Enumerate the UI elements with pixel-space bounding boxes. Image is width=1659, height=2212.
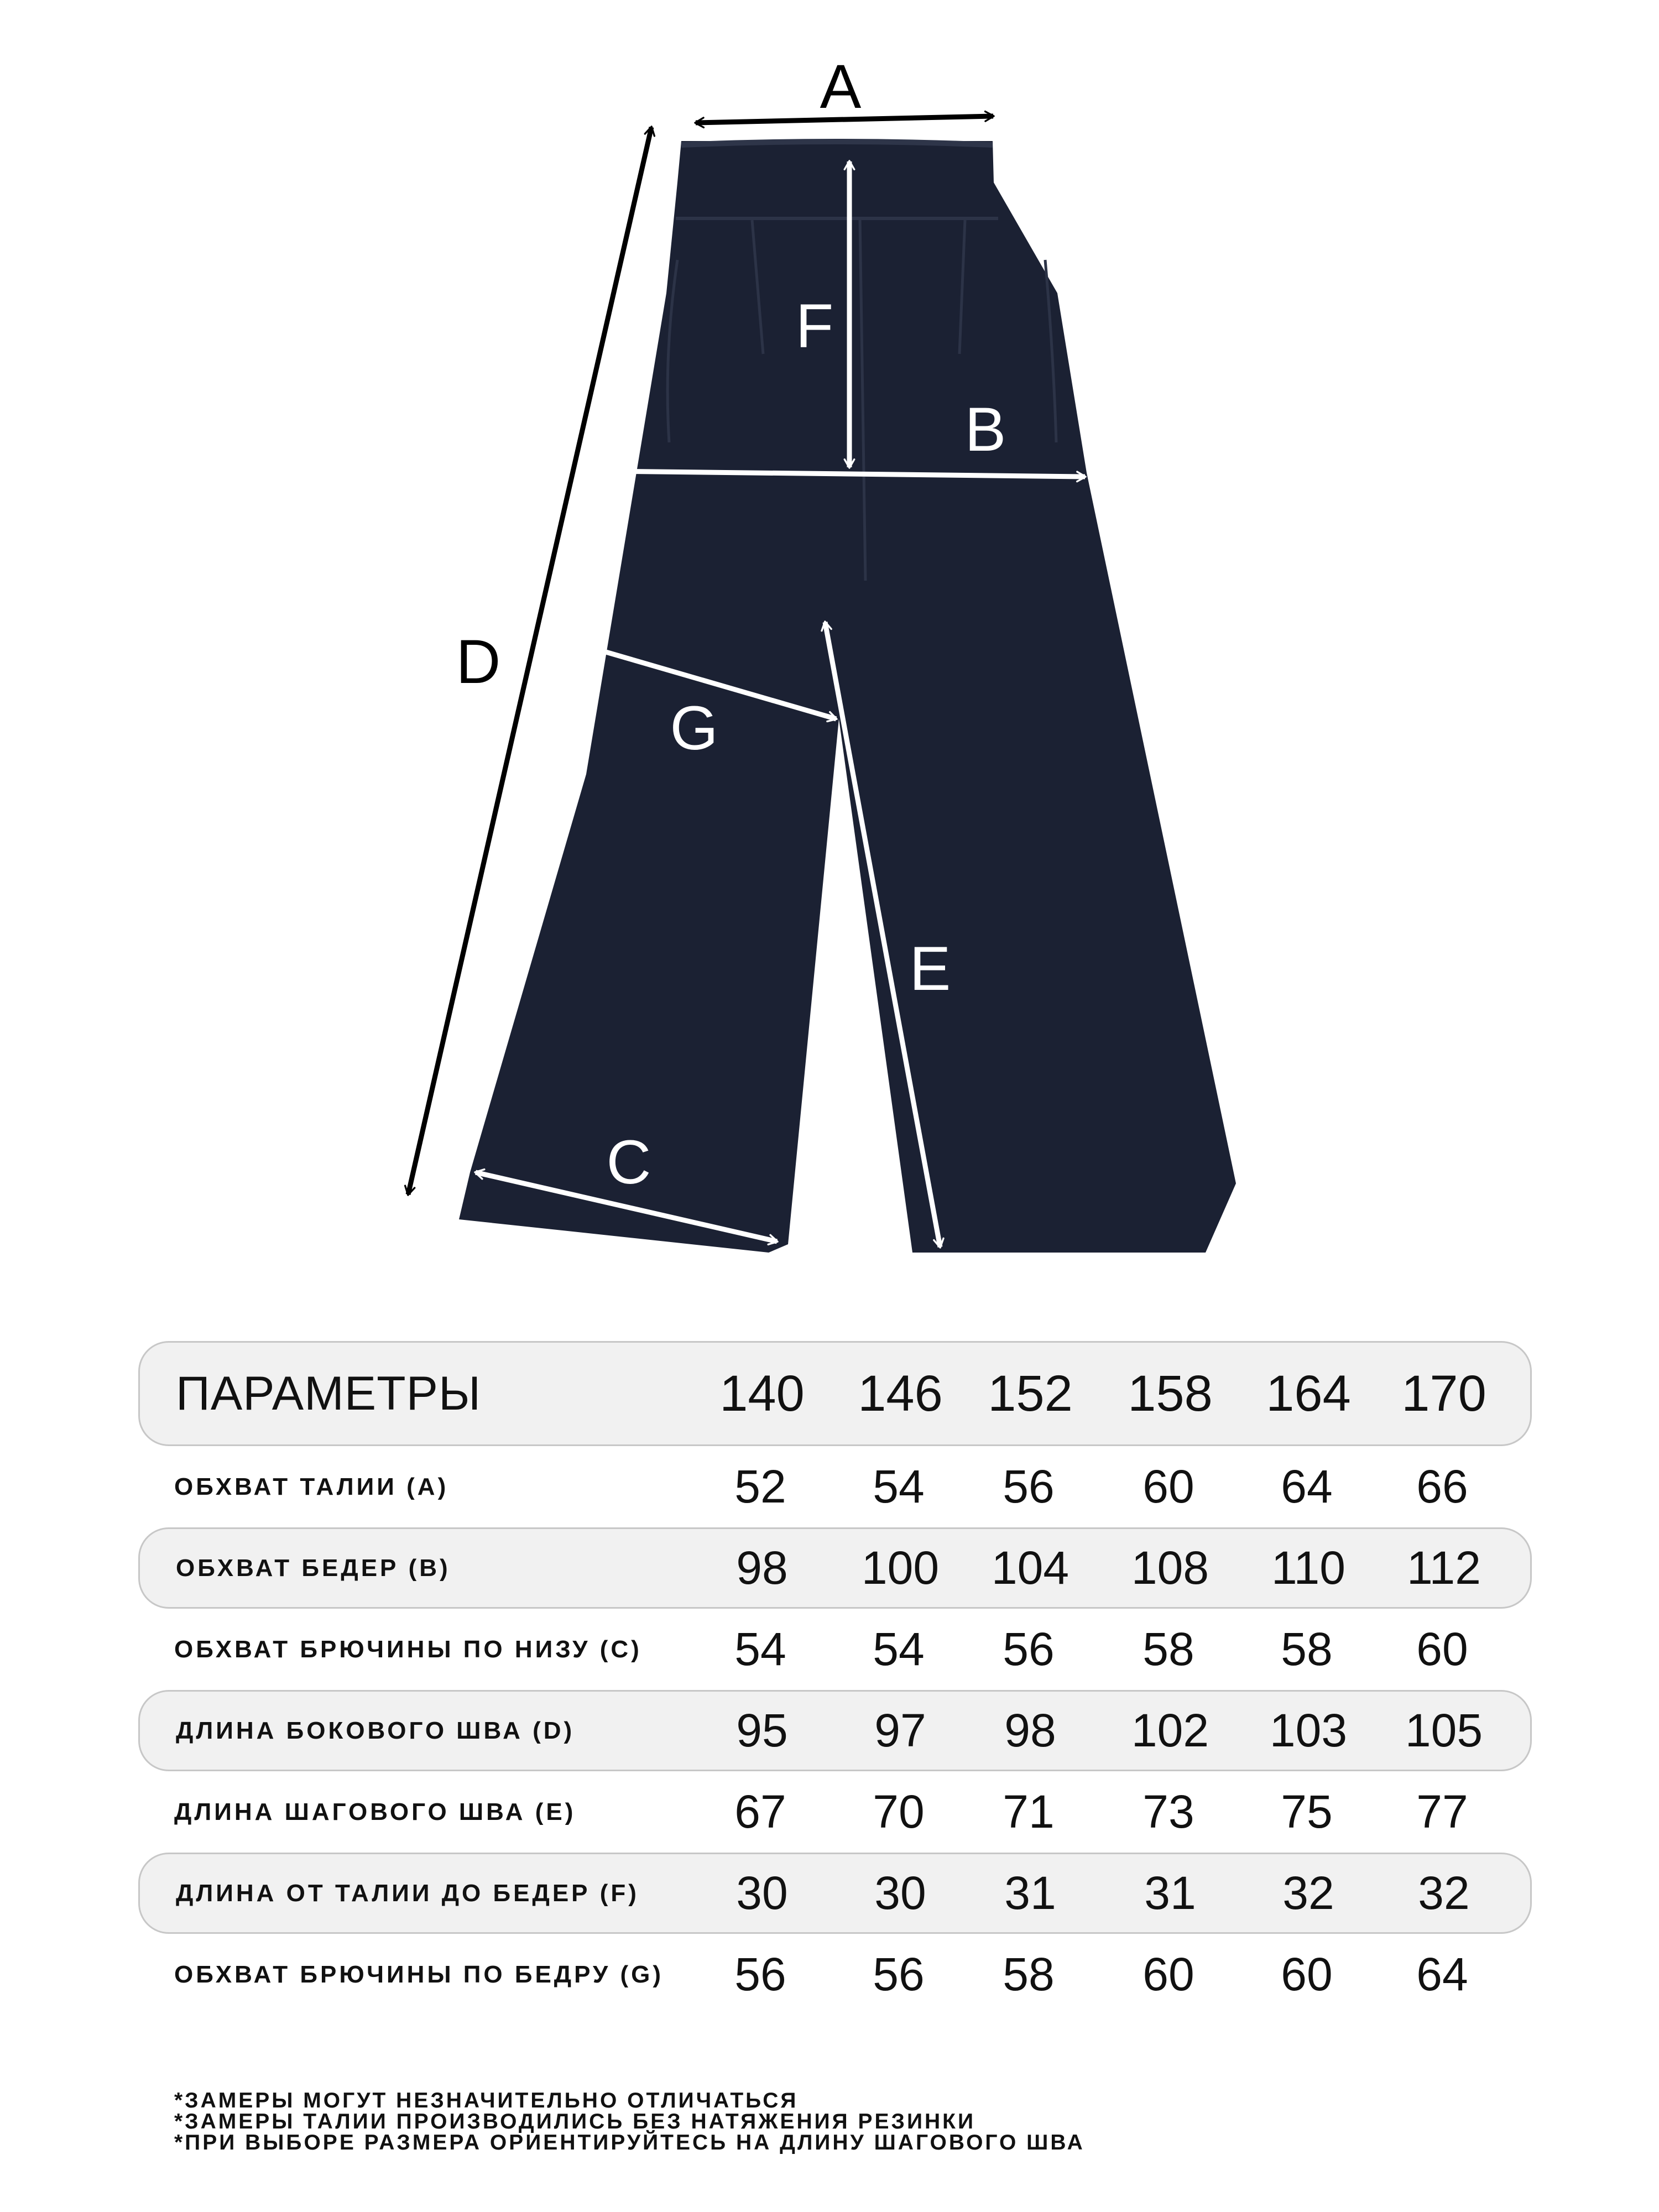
table-cell: 54 <box>734 1623 786 1675</box>
table-cell: 105 <box>1405 1704 1483 1756</box>
table-row <box>138 1771 1532 1853</box>
table-cell: 30 <box>736 1867 788 1919</box>
label-e: E <box>909 934 951 1003</box>
table-cell: 98 <box>1004 1704 1056 1756</box>
table-cell: 56 <box>1003 1460 1055 1512</box>
table-cell: 32 <box>1418 1867 1470 1919</box>
table-cell: 100 <box>861 1542 940 1594</box>
table-row <box>138 1527 1532 1609</box>
table-row <box>138 1446 1532 1527</box>
footnotes <box>174 2090 1085 2153</box>
table-cell: 60 <box>1416 1623 1468 1675</box>
row-label: ОБХВАТ БРЮЧИНЫ ПО НИЗУ (C) <box>174 1635 642 1663</box>
table-cell: 30 <box>874 1867 926 1919</box>
header-label: ПАРАМЕТРЫ <box>176 1366 482 1420</box>
label-a: A <box>820 52 862 121</box>
size-heading: 152 <box>988 1365 1073 1422</box>
table-cell: 56 <box>1003 1623 1055 1675</box>
table-cell: 56 <box>873 1948 925 2000</box>
size-table <box>138 1341 1532 2015</box>
label-f: F <box>795 291 834 361</box>
table-cell: 60 <box>1142 1460 1194 1512</box>
footnote: *ЗАМЕРЫ ТАЛИИ ПРОИЗВОДИЛИСЬ БЕЗ НАТЯЖЕНИЯ РЕЗИНКИ <box>174 2110 976 2133</box>
table-cell: 112 <box>1407 1542 1481 1594</box>
table-cell: 66 <box>1416 1460 1468 1512</box>
footnote: *ПРИ ВЫБОРЕ РАЗМЕРА ОРИЕНТИРУЙТЕСЬ НА ДЛИНУ ШАГОВОГО ШВА <box>174 2131 1085 2154</box>
table-cell: 64 <box>1416 1948 1468 2000</box>
size-heading: 146 <box>858 1365 943 1422</box>
size-heading: 170 <box>1401 1365 1486 1422</box>
table-cell: 98 <box>736 1542 788 1594</box>
table-header-row <box>138 1341 1532 1446</box>
table-cell: 70 <box>873 1786 925 1838</box>
footnote: *ЗАМЕРЫ МОГУТ НЕЗНАЧИТЕЛЬНО ОТЛИЧАТЬСЯ <box>174 2089 799 2112</box>
table-cell: 52 <box>734 1460 786 1512</box>
table-cell: 110 <box>1271 1542 1345 1594</box>
table-cell: 73 <box>1142 1786 1194 1838</box>
row-label: ОБХВАТ БРЮЧИНЫ ПО БЕДРУ (G) <box>174 1960 664 1988</box>
label-b: B <box>964 395 1006 464</box>
label-g: G <box>670 693 718 763</box>
table-cell: 31 <box>1144 1867 1196 1919</box>
table-cell: 64 <box>1281 1460 1333 1512</box>
table-cell: 31 <box>1004 1867 1056 1919</box>
table-row <box>138 1853 1532 1934</box>
label-c: C <box>606 1128 651 1197</box>
label-d: D <box>456 627 501 696</box>
row-label: ДЛИНА ОТ ТАЛИИ ДО БЕДЕР (F) <box>176 1879 639 1907</box>
size-heading: 140 <box>719 1365 805 1422</box>
table-cell: 32 <box>1282 1867 1334 1919</box>
row-label: ОБХВАТ БЕДЕР (B) <box>176 1554 451 1582</box>
table-cell: 97 <box>874 1704 926 1756</box>
table-cell: 104 <box>991 1542 1070 1594</box>
table-cell: 58 <box>1142 1623 1194 1675</box>
table-cell: 58 <box>1003 1948 1055 2000</box>
table-cell: 54 <box>873 1460 925 1512</box>
table-cell: 58 <box>1281 1623 1333 1675</box>
table-cell: 108 <box>1131 1542 1209 1594</box>
row-label: ДЛИНА ШАГОВОГО ШВА (E) <box>174 1798 576 1825</box>
table-cell: 103 <box>1269 1704 1348 1756</box>
table-cell: 56 <box>734 1948 786 2000</box>
size-heading: 164 <box>1266 1365 1351 1422</box>
table-cell: 95 <box>736 1704 788 1756</box>
table-cell: 75 <box>1281 1786 1333 1838</box>
size-heading: 158 <box>1128 1365 1213 1422</box>
row-label: ДЛИНА БОКОВОГО ШВА (D) <box>176 1717 575 1744</box>
row-label: ОБХВАТ ТАЛИИ (A) <box>174 1473 449 1500</box>
table-row <box>138 1934 1532 2015</box>
table-cell: 77 <box>1416 1786 1468 1838</box>
table-cell: 60 <box>1142 1948 1194 2000</box>
table-cell: 60 <box>1281 1948 1333 2000</box>
table-row <box>138 1609 1532 1690</box>
table-cell: 102 <box>1131 1704 1209 1756</box>
table-cell: 67 <box>734 1786 786 1838</box>
table-row <box>138 1690 1532 1771</box>
table-cell: 71 <box>1003 1786 1055 1838</box>
table-cell: 54 <box>873 1623 925 1675</box>
